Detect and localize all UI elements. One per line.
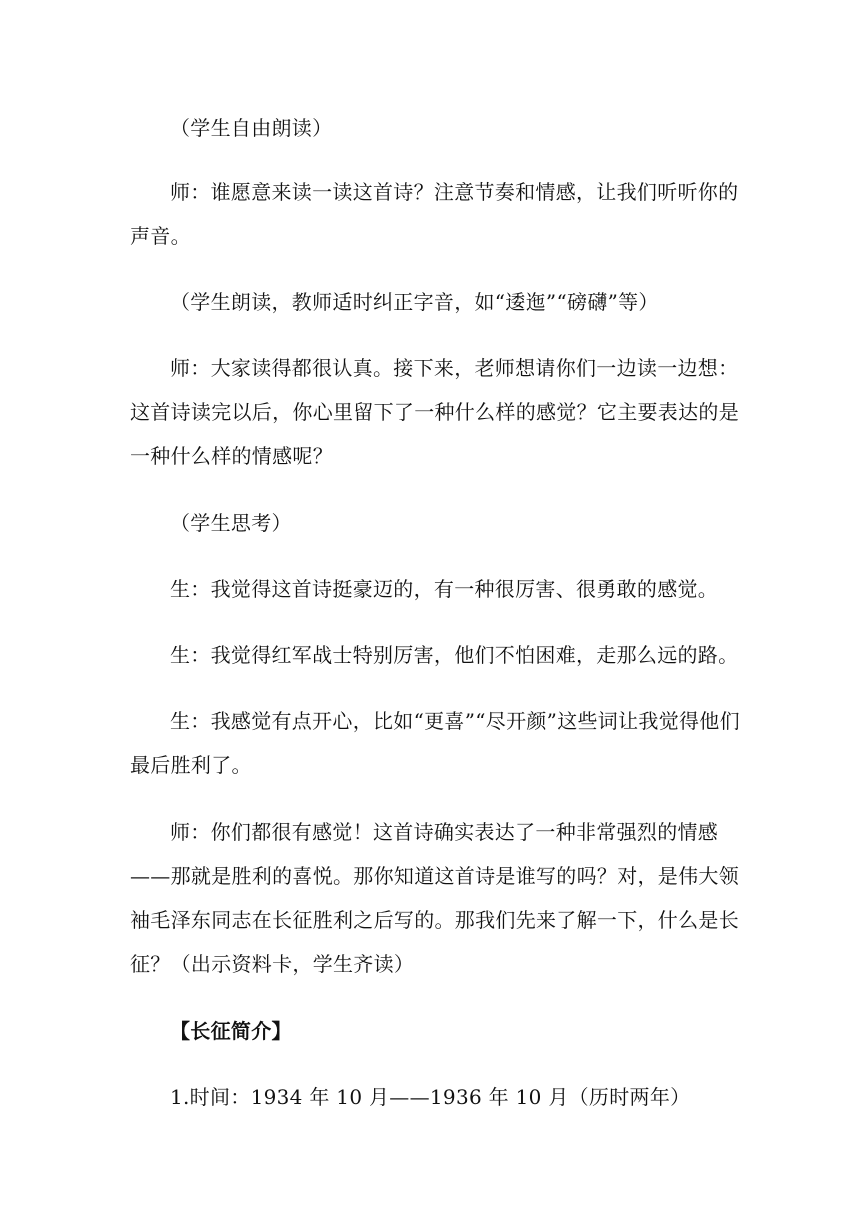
paragraph-student-answer-2: 生：我觉得红军战士特别厉害，他们不怕困难，走那么远的路。 xyxy=(170,643,739,667)
paragraph-student-answer-3: 生：我感觉有点开心，比如“更喜”“尽开颜”这些词让我觉得他们最后胜利了。 xyxy=(130,709,740,777)
paragraph-student-free-reading: （学生自由朗读） xyxy=(170,116,333,140)
paragraph-teacher-summary: 师：你们都很有感觉！这首诗确实表达了一种非常强烈的情感——那就是胜利的喜悦。那你知道这首诗是谁写的吗？对，是伟大领袖毛泽东同志在长征胜利之后写的。那我们先来了解一下，什么是长征？（出示资料卡，学生齐读） xyxy=(130,820,739,976)
paragraph-student-thinking: （学生思考） xyxy=(170,511,292,535)
paragraph-teacher-question: 师：大家读得都很认真。接下来，老师想请你们一边读一边想：这首诗读完以后，你心里留下了一种什么样的感觉？它主要表达的是一种什么样的情感呢？ xyxy=(130,356,739,468)
list-item: 1.时间：1934 年 10 月——1936 年 10 月（历时两年） xyxy=(170,1085,691,1109)
section-heading: 【长征简介】 xyxy=(170,1019,292,1043)
paragraph-teacher-invite-reading: 师：谁愿意来读一读这首诗？注意节奏和情感，让我们听听你的声音。 xyxy=(130,180,739,248)
paragraph-student-answer-1: 生：我觉得这首诗挺豪迈的，有一种很厉害、很勇敢的感觉。 xyxy=(170,577,719,601)
paragraph-student-reading-correction: （学生朗读，教师适时纠正字音，如“逶迤”“磅礴”等） xyxy=(170,290,659,314)
